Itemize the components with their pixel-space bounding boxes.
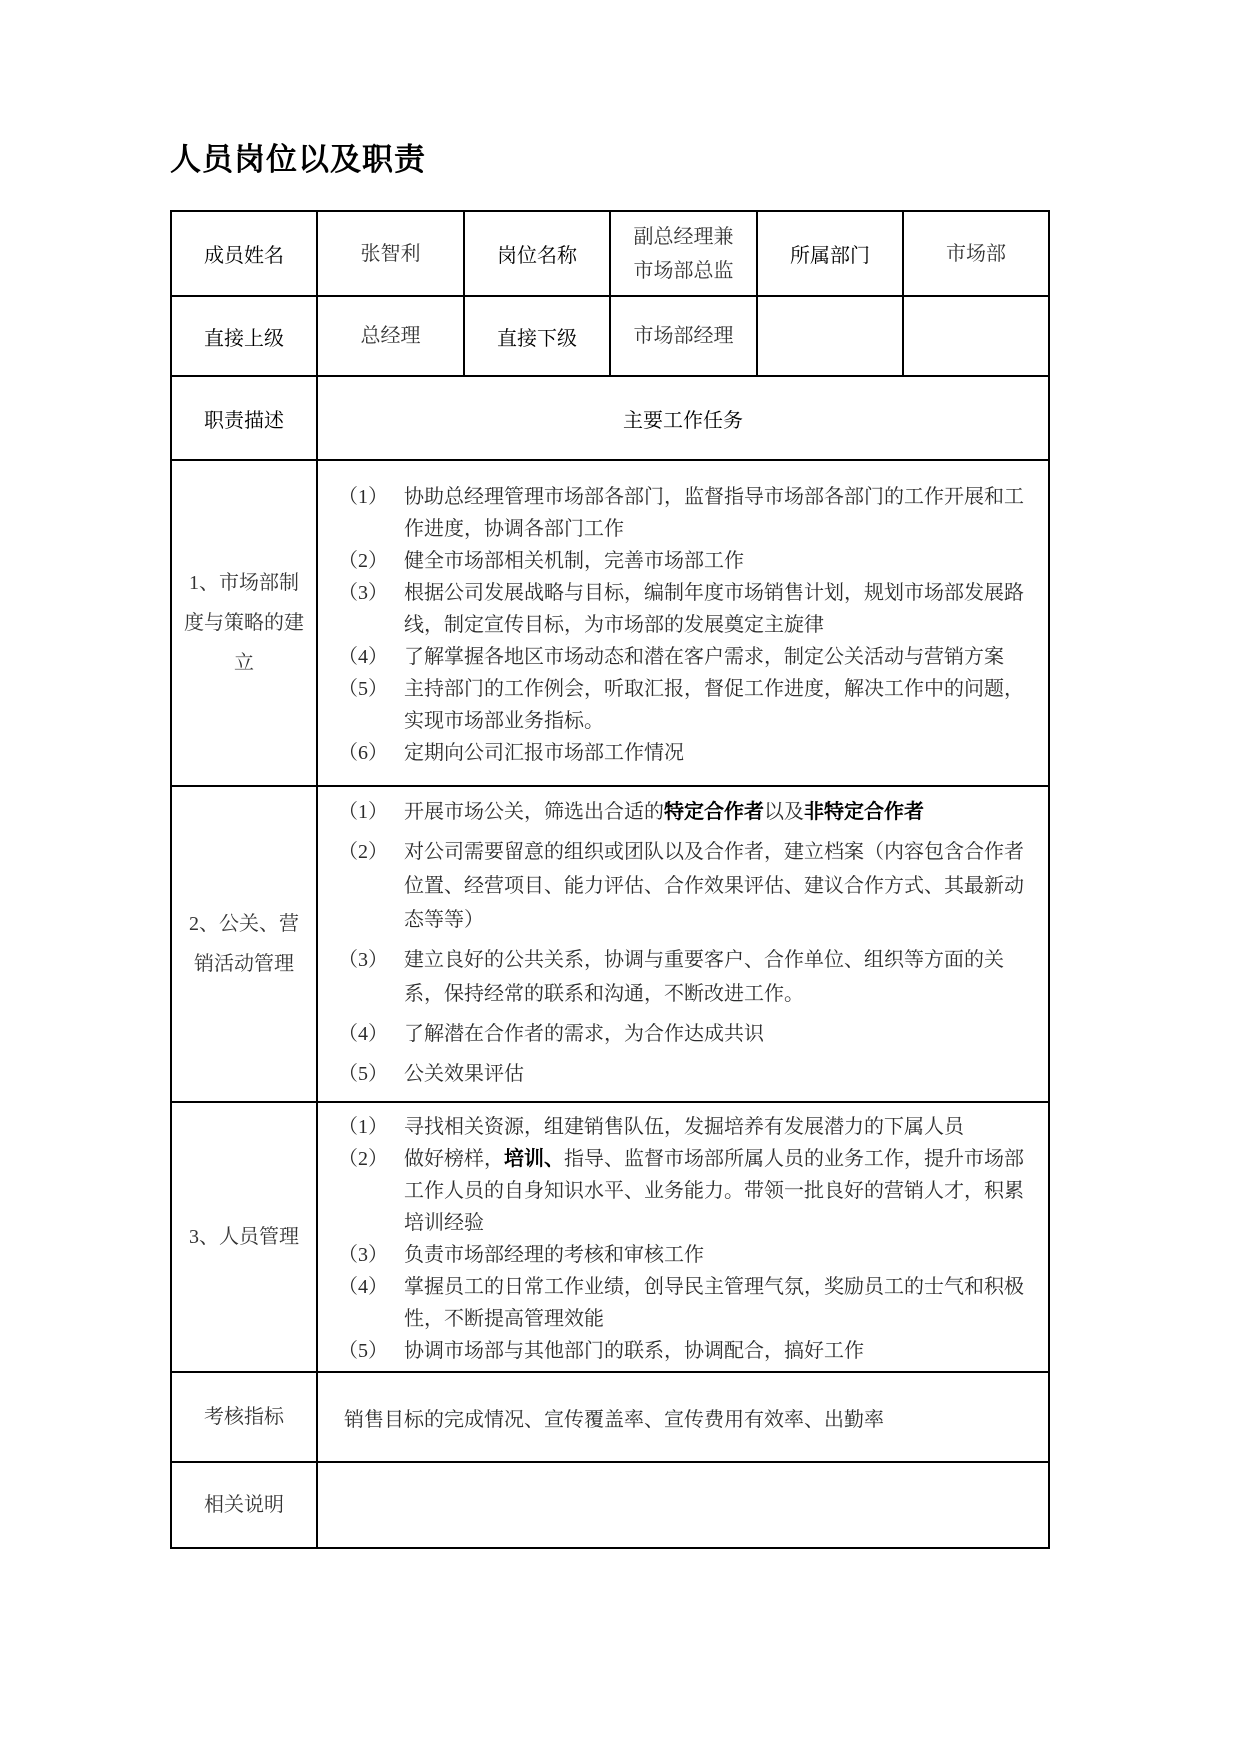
item-text: 负责市场部经理的考核和审核工作	[404, 1244, 704, 1266]
item-number: （5）	[338, 1063, 388, 1085]
remarks-label: 相关说明	[171, 1462, 317, 1548]
row-duty-header	[171, 376, 1049, 460]
item-text: 了解掌握各地区市场动态和潜在客户需求，制定公关活动与营销方案	[404, 646, 1004, 668]
item-text: 做好榜样，	[404, 1148, 504, 1170]
item-number: （4）	[338, 1023, 388, 1045]
main-task-header: 主要工作任务	[317, 376, 1049, 460]
task-item	[318, 1335, 1040, 1367]
item-text-bold: 非特定合作者	[804, 801, 924, 823]
item-number: （4）	[338, 646, 388, 668]
item-text-bold: 特定合作者	[664, 801, 764, 823]
item-number: （3）	[338, 949, 388, 971]
item-text: 掌握员工的日常工作业绩，创导民主管理气氛，奖励员工的士气和积极性，不断提高管理效能	[404, 1276, 1024, 1330]
duty-description-label: 职责描述	[171, 376, 317, 460]
task-item	[318, 943, 1040, 1011]
remarks-value	[317, 1462, 1049, 1548]
item-number: （3）	[338, 1244, 388, 1266]
position-name-label: 岗位名称	[464, 211, 610, 296]
section-3-tasks	[317, 1102, 1049, 1372]
item-text: 指导、监督市场部所属人员的业务工作，提升市场部工作人员的自身知识水平、业务能力。带领一批良好的营销人才，积累培训经验	[404, 1148, 1024, 1234]
page-title: 人员岗位以及职责	[170, 142, 426, 177]
item-number: （5）	[338, 1340, 388, 1362]
task-item	[318, 1143, 1040, 1239]
member-name-value: 张智利	[317, 211, 464, 296]
item-text: 寻找相关资源，组建销售队伍，发掘培养有发展潜力的下属人员	[404, 1116, 964, 1138]
section-1-label: 1、市场部制度与策略的建立	[171, 460, 317, 786]
subordinate-label: 直接下级	[464, 296, 610, 376]
task-item	[318, 795, 1040, 829]
item-number: （1）	[338, 486, 388, 508]
row-kpi	[171, 1372, 1049, 1462]
department-value: 市场部	[903, 211, 1049, 296]
item-text: 协助总经理管理市场部各部门，监督指导市场部各部门的工作开展和工作进度，协调各部门工作	[404, 486, 1024, 540]
item-text: 根据公司发展战略与目标，编制年度市场销售计划，规划市场部发展路线，制定宣传目标，为市场部的发展奠定主旋律	[404, 582, 1024, 636]
item-number: （1）	[338, 1116, 388, 1138]
task-item	[318, 673, 1040, 737]
section-1-row	[171, 460, 1049, 786]
empty-cell	[903, 296, 1049, 376]
task-item	[318, 577, 1040, 641]
member-name-label: 成员姓名	[171, 211, 317, 296]
position-name-value: 副总经理兼市场部总监	[610, 211, 757, 296]
empty-cell	[757, 296, 903, 376]
kpi-value: 销售目标的完成情况、宣传覆盖率、宣传费用有效率、出勤率	[317, 1372, 1049, 1462]
task-item	[318, 1057, 1040, 1091]
item-number: （2）	[338, 550, 388, 572]
section-2-row	[171, 786, 1049, 1102]
row-reporting-lines	[171, 296, 1049, 376]
section-3-row	[171, 1102, 1049, 1372]
item-number: （2）	[338, 1148, 388, 1170]
task-item	[318, 641, 1040, 673]
item-number: （4）	[338, 1276, 388, 1298]
section-1-tasks	[317, 460, 1049, 786]
item-text: 建立良好的公共关系，协调与重要客户、合作单位、组织等方面的关系，保持经常的联系和沟通，不断改进工作。	[404, 949, 1004, 1005]
task-item	[318, 1111, 1040, 1143]
task-item	[318, 737, 1040, 769]
job-description-table	[170, 210, 1050, 1549]
item-number: （6）	[338, 742, 388, 764]
item-text: 对公司需要留意的组织或团队以及合作者，建立档案（内容包含合作者位置、经营项目、能力评估、合作效果评估、建议合作方式、其最新动态等等）	[404, 841, 1024, 931]
section-2-label: 2、公关、营销活动管理	[171, 786, 317, 1102]
item-number: （1）	[338, 801, 388, 823]
item-text: 协调市场部与其他部门的联系，协调配合，搞好工作	[404, 1340, 864, 1362]
task-item	[318, 1271, 1040, 1335]
item-text: 主持部门的工作例会，听取汇报，督促工作进度，解决工作中的问题，实现市场部业务指标。	[404, 678, 1024, 732]
item-text: 开展市场公关，筛选出合适的	[404, 801, 664, 823]
item-text: 定期向公司汇报市场部工作情况	[404, 742, 684, 764]
item-number: （5）	[338, 678, 388, 700]
task-item	[318, 835, 1040, 937]
item-number: （2）	[338, 841, 388, 863]
row-member-info	[171, 211, 1049, 296]
task-item	[318, 481, 1040, 545]
item-text: 健全市场部相关机制，完善市场部工作	[404, 550, 744, 572]
kpi-label: 考核指标	[171, 1372, 317, 1462]
item-text: 以及	[764, 801, 804, 823]
item-text: 公关效果评估	[404, 1063, 524, 1085]
task-item	[318, 545, 1040, 577]
department-label: 所属部门	[757, 211, 903, 296]
task-item	[318, 1017, 1040, 1051]
task-item	[318, 1239, 1040, 1271]
item-number: （3）	[338, 582, 388, 604]
row-remarks	[171, 1462, 1049, 1548]
section-3-label: 3、人员管理	[171, 1102, 317, 1372]
item-text: 了解潜在合作者的需求，为合作达成共识	[404, 1023, 764, 1045]
section-2-tasks	[317, 786, 1049, 1102]
subordinate-value: 市场部经理	[610, 296, 757, 376]
superior-value: 总经理	[317, 296, 464, 376]
superior-label: 直接上级	[171, 296, 317, 376]
item-text-bold: 培训、	[504, 1148, 564, 1170]
